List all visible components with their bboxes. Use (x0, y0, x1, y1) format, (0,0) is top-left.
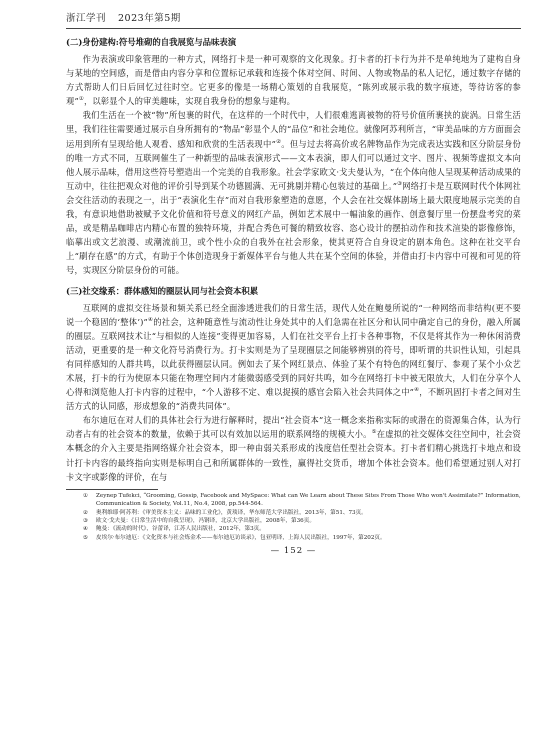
paragraph-text: 布尔迪厄在对人们的具体社会行为进行解释时，提出“社会资本”这一概念来指称实际的或潜在的资源集合体，认为行动者占有的社会资本的数量，依赖于其可以有效加以运用的联系网络的规模大小。 (66, 415, 521, 440)
paragraph-text: 我们生活在一个被“物”所包裹的时代，在这样的一个时代中，人们很难逃离被物的符号价值所裹挟的旋涡。日常生活里，我们往往需要通过展示自身所拥有的“物品”彰显个人的“品位”和社会地位。就像阿苏利所言，“审美品味的方方面面会运用到所有呈现给他人观看、感知和欣赏的生活表现中” (66, 110, 521, 149)
footnote-item (66, 534, 521, 542)
footnote-ref: ③ (397, 181, 403, 188)
journal-name: 浙江学刊 (66, 13, 107, 24)
body-paragraph (66, 413, 521, 483)
paragraph-text: 在虚拟的社交媒体交往空间中，社会资本概念的介入主要是指网络媒介社会资本，即一种由弱关系形成的浅度信任型社会资本。打卡者们精心挑选打卡地点和设计打卡内容的最终指向实则是标明自己和所属群体的一致性，赢得社交货币，增加个体社会资本。他们希望通过别人对打卡文字或影像的评价，在与 (66, 429, 521, 482)
issue-label: 2023年第5期 (118, 13, 181, 24)
footnote-ref: ② (275, 138, 282, 145)
footnote-text: 奥利维耶·阿苏利：《审美资本主义：品味的工业化》，黄琰译，华东师范大学出版社，2013年，第51、73页。 (96, 509, 367, 516)
paragraph-text: 作为表演或印象管理的一种方式，网络打卡是一种可观察的文化现象。打卡者的打卡行为并不是单纯地为了建构自身与某地的空间感，而是借由内容分享和位置标记承载和连接个体对空间、时间、人物或物品的私人记忆，通过数字存储的方式帮助人们日后回忆过往时空。它更多的像是一场精心策划的自我展览，“陈列或展示我的数字痕迹，等待访客的参观” (66, 54, 521, 107)
paragraph-text: 网络打卡是互联网时代个体网社会交往活动的表现之一，出于“表演化生存”而对自我形象塑造的意愿，个人会在社交媒体剧场上最大限度地展示完美的自我，有意识地借助被赋予文化价值和符号意义的网红产品，例如艺术展中一幅油象的画作、创意餐厅里一份摆盘考究的菜品，或是精品咖啡店内精心布置的独特环境，并配合秀色可餐的精致妆容、恣心设计的摆拍动作和技术渲染的影像修饰，临摹出或文艺浪漫、或潮流前卫，或个性小众的自我外在社会形象，使其更符合自身设定的剧本角色。这种在社交平台上“刷存在感”的方式，有助于个体创造现身于新媒体平台与他人共在某个空间的体验，并借由打卡内容中可视和可见的符号，实现区分阶层身份的可能。 (66, 180, 521, 276)
section-heading-3: (三)社交缘系：群体感知的圈层认同与社会资本积累 (66, 285, 259, 296)
footnote-item (66, 517, 521, 525)
footnote-divider (66, 489, 158, 490)
body-paragraph (66, 108, 521, 277)
footnote-item (66, 492, 521, 509)
body-paragraph (66, 301, 521, 414)
paragraph-text: ，以彰显个人的审美趣味，实现自我身份的想象与建构。 (83, 96, 296, 107)
footnote-text: 皮埃尔·布尔迪厄：《文化资本与社会炼金术——布尔迪厄访谈录》，包亚明译，上海人民出版社，1997年，第202页。 (96, 534, 386, 541)
footnotes (66, 492, 521, 542)
running-header (66, 10, 521, 29)
footnote-item (66, 509, 521, 517)
page-number: — 152 — (270, 546, 317, 557)
footnote-ref: ① (78, 96, 84, 103)
section-heading-2: (二)身份建构:符号堆砌的自我展览与品味表演 (66, 37, 237, 47)
footnote-number: ④ (82, 526, 88, 533)
footnote-text: 鲍曼：《流动的时代》，谷蕾译，江苏人民出版社，2012年，第3页。 (96, 526, 265, 533)
footnote-number: ③ (82, 517, 88, 524)
footnote-number: ⑤ (82, 534, 88, 541)
paragraph-text: 的社会，这种随意性与流动性让身处其中的人们急需在社区分和认同中确定自己的身份，融入所属的圈层。互联网技术让“与相似的人连接”变得更加容易，人们在社交平台上打卡各种事物，不仅是将其作为一种休闲消费活动，更重要的是一种文化符号消费行为。打卡实则是为了呈现圈层之间能够辨别的符号，即听谓的共识性认知，引起具有同样感知的人群共鸣，以此获得圈层认同。例如去了某个网红景点、体验了某个有特色的网红餐厅、参观了某个小众艺术展，打卡的行为使原本只能在物理空间内才能微弱感受到的同好共鸣，如今在网络打卡中被无限放大，人们在分享个人心得和浏览他人打卡内容的过程中，“个人游移不定、难以捉摸的感官会陷入社会共同体之中” (66, 316, 521, 398)
footnote-number: ② (82, 509, 88, 516)
footnote-ref: ④ (414, 387, 420, 394)
footnote-ref: ④ (147, 316, 154, 323)
body-paragraph (66, 52, 521, 108)
paragraph-text: 互联网的虚拟交往场景和频关系已经全面渗透进我们的日常生活，现代人处在鲍曼所说的“一种网络而非结构(更不要说一个稳固的‘整体’)” (66, 302, 521, 327)
paper-page (66, 10, 521, 745)
footnote-text: 欧文·戈夫曼：《日常生活中的自我呈现》，冯钢译，北京大学出版社，2008年，第36页。 (96, 517, 315, 524)
footnote-item (66, 525, 521, 533)
paragraph-text: 。但与过去将高价或名牌物品作为完成表达实践和区分阶层身份的唯一方式不同，互联网催生了一种新型的品味表演形式——文本表演，即人们可以通过文字、图片、视频等虚拟文本向他人展示品味，借用这些符号塑造出一个完美的自我形象。社会学家欧文·戈夫曼认为，“在个体向他人呈现某种活动成果的互动中，往往把观众对他的评价引导到某个功德圆满、无可挑剔并精心包装过的基础上。” (66, 138, 522, 191)
footnote-text: Zeynep Tufekci, “Grooming, Gossip, Facebook and MySpace: What can We Learn about These Sites From Those Who won't Assimilate?” Information, Communication & Society, Vol.11, No.4, 2008, pp.544-564. (96, 492, 521, 508)
footnote-number: ① (82, 492, 88, 499)
paragraph-text: ，不断巩固打卡者之间对生活方式的认同感，形成想象的“消费共同体”。 (66, 387, 521, 412)
footnote-ref: ⑤ (371, 429, 377, 436)
